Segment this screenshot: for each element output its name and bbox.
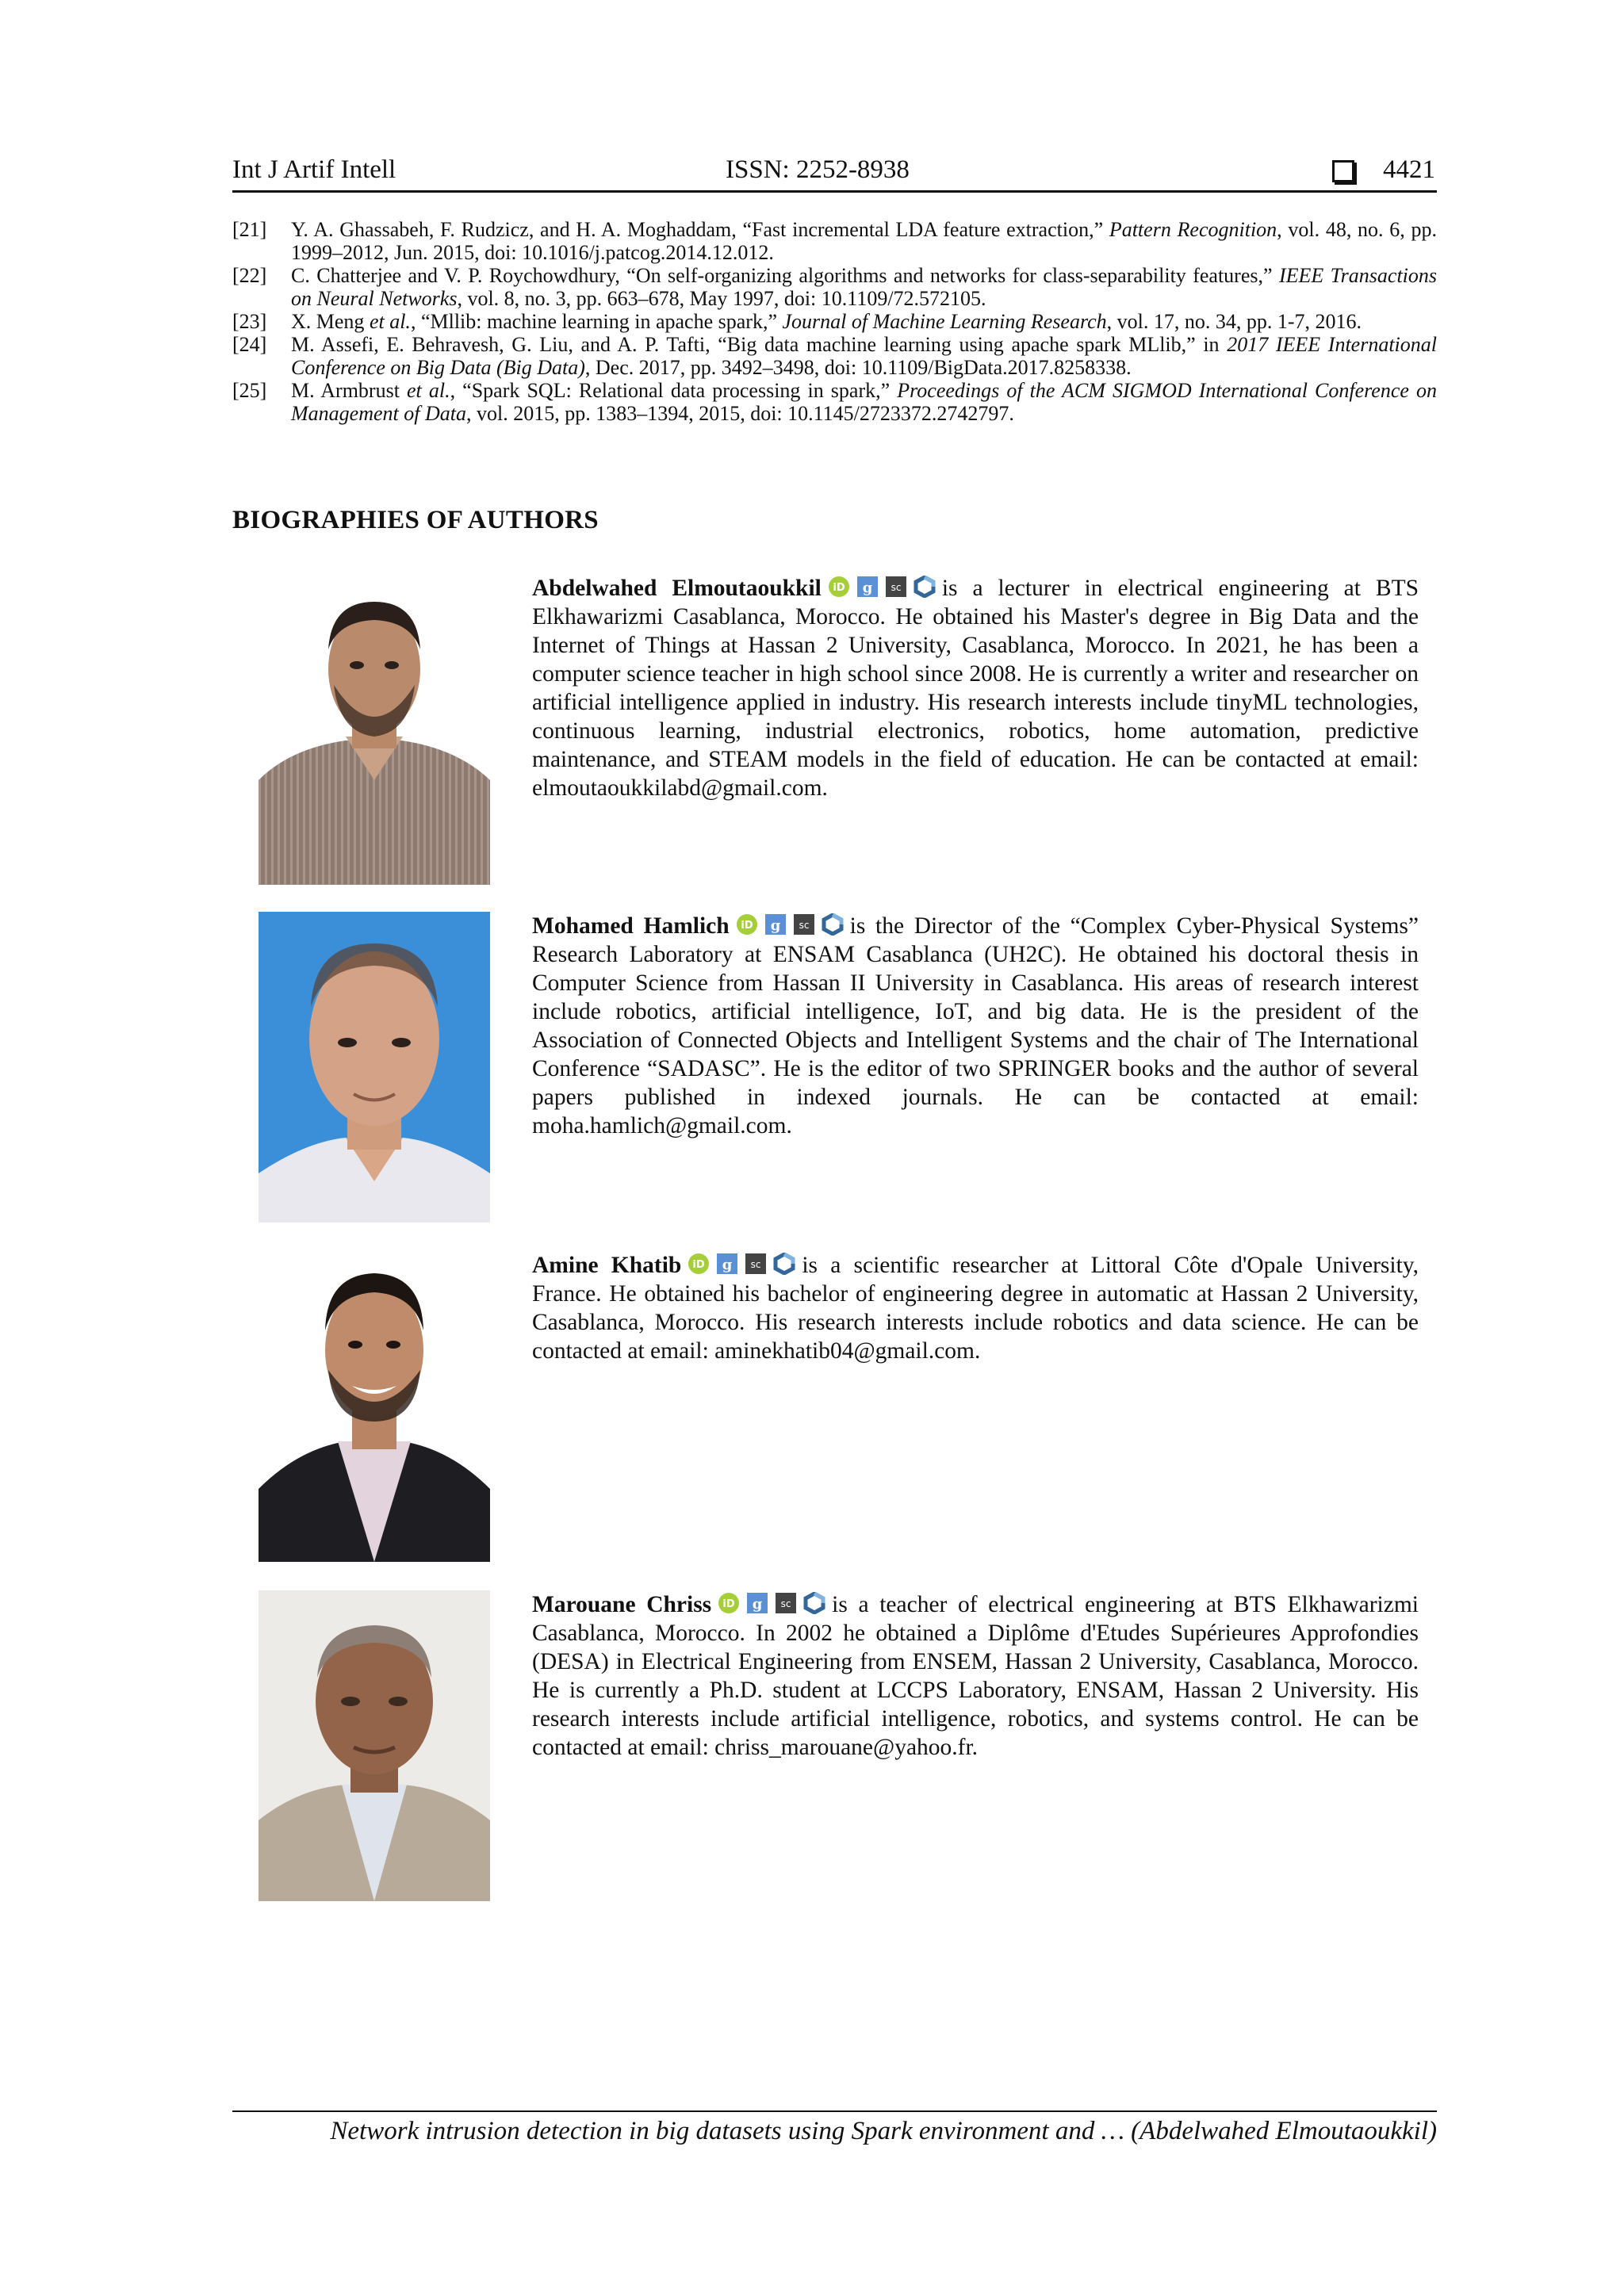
reference-text: Y. A. Ghassabeh, F. Rudzicz, and H. A. Moghaddam, “Fast incremental LDA feature extraction,” Pattern Recognition, vol. 48, no. 6, pp. 1999–2012, Jun. 2015, doi: 10.1016/j.patcog.2014.12.012. bbox=[291, 218, 1437, 264]
reference-item bbox=[232, 379, 1437, 425]
bio-body: is a lecturer in electrical engineering at BTS Elkhawarizmi Casablanca, Morocco. He obtained his Master's degree in Big Data and the Internet of Things at Hassan 2 University, Casablanca, Morocco. In 2021, he has been a computer science teacher in high school since 2008. He is currently a writer and researcher on artificial intelligence applied in industry. His research interests include tinyML technologies, continuous learning, industrial electronics, robotics, home automation, predictive maintenance, and STEAM models in the field of education. He can be contacted at email: elmoutaoukkilabd@gmail.com. bbox=[532, 576, 1419, 801]
bio-text bbox=[532, 1251, 1419, 1365]
journal-name: Int J Artif Intell bbox=[232, 155, 396, 184]
author-name: Abdelwahed Elmoutaoukkil bbox=[532, 576, 822, 601]
author-photo bbox=[259, 574, 490, 885]
svg-text:iD: iD bbox=[833, 582, 845, 594]
svg-text:g: g bbox=[752, 1596, 763, 1613]
reference-item bbox=[232, 218, 1437, 264]
google-scholar-icon[interactable] bbox=[716, 1253, 738, 1275]
reference-item bbox=[232, 310, 1437, 333]
svg-text:sc: sc bbox=[780, 1598, 791, 1609]
reference-item bbox=[232, 333, 1437, 379]
publons-icon[interactable] bbox=[773, 1253, 795, 1275]
svg-text:iD: iD bbox=[692, 1259, 705, 1271]
author-photo bbox=[259, 1590, 490, 1901]
publons-icon[interactable] bbox=[822, 913, 844, 936]
reference-number: [25] bbox=[232, 379, 267, 402]
bio-text bbox=[532, 574, 1419, 802]
publons-icon[interactable] bbox=[803, 1592, 825, 1614]
box-icon bbox=[1332, 160, 1354, 182]
orcid-icon[interactable] bbox=[718, 1592, 740, 1614]
scopus-icon[interactable] bbox=[885, 576, 907, 598]
orcid-icon[interactable] bbox=[736, 913, 758, 936]
reference-item bbox=[232, 264, 1437, 310]
google-scholar-icon[interactable] bbox=[764, 913, 787, 936]
reference-list bbox=[232, 218, 1437, 425]
running-header bbox=[232, 155, 1437, 193]
bio-body: is a teacher of electrical engineering at BTS Elkhawarizmi Casablanca, Morocco. In 2002 he obtained a Diplôme d'Etudes Supérieures Approfondies (DESA) in Electrical Engineering from ENSEM, Hassan 2 University, Casablanca, Morocco. He is currently a Ph.D. student at LCCPS Laboratory, ENSAM, Hassan 2 University. His research interests include artificial intelligence, robotics, and systems control. He can be contacted at email: chriss_marouane@yahoo.fr. bbox=[532, 1592, 1419, 1760]
author-photo bbox=[259, 912, 490, 1223]
svg-text:iD: iD bbox=[741, 920, 753, 932]
running-footer: Network intrusion detection in big datasets using Spark environment and … (Abdelwahed Elmoutaoukkil) bbox=[232, 2110, 1437, 2146]
section-title: BIOGRAPHIES OF AUTHORS bbox=[232, 506, 599, 534]
reference-number: [24] bbox=[232, 333, 267, 356]
reference-number: [22] bbox=[232, 264, 267, 287]
reference-number: [23] bbox=[232, 310, 267, 333]
issn: ISSN: 2252-8938 bbox=[726, 155, 910, 184]
author-id-icons bbox=[736, 913, 844, 936]
reference-text: C. Chatterjee and V. P. Roychowdhury, “On self-organizing algorithms and networks for class-separability features,” IEEE Transactions on Neural Networks, vol. 8, no. 3, pp. 663–678, May 1997, doi: 10.1109/72.572105. bbox=[291, 264, 1438, 310]
author-id-icons bbox=[718, 1592, 825, 1614]
google-scholar-icon[interactable] bbox=[856, 576, 879, 598]
google-scholar-icon[interactable] bbox=[746, 1592, 768, 1614]
svg-text:sc: sc bbox=[891, 582, 902, 593]
page-number-group bbox=[1332, 155, 1435, 185]
reference-text: M. Armbrust et al., “Spark SQL: Relational data processing in spark,” Proceedings of the ACM SIGMOD International Conference on Management of Data, vol. 2015, pp. 1383–1394, 2015, doi: 10.1145/2723372.2742797. bbox=[291, 379, 1437, 425]
scopus-icon[interactable] bbox=[745, 1253, 767, 1275]
orcid-icon[interactable] bbox=[828, 576, 850, 598]
author-name: Amine Khatib bbox=[532, 1253, 682, 1278]
svg-text:iD: iD bbox=[722, 1598, 735, 1610]
orcid-icon[interactable] bbox=[688, 1253, 710, 1275]
svg-text:g: g bbox=[770, 917, 780, 934]
author-name: Mohamed Hamlich bbox=[532, 913, 730, 939]
bio-body: is the Director of the “Complex Cyber-Physical Systems” Research Laboratory at ENSAM Casablanca (UH2C). He obtained his doctoral thesis in Computer Science from Hassan II University in Casablanca. His areas of research interest include robotics, artificial intelligence, IoT, and big data. He is the president of the Association of Connected Objects and Intelligent Systems and the chair of The International Conference “SADASC”. He is the editor of two SPRINGER books and the author of several papers published in indexed journals. He can be contacted at email: moha.hamlich@gmail.com. bbox=[532, 913, 1419, 1138]
svg-text:g: g bbox=[862, 580, 873, 596]
author-photo bbox=[259, 1251, 490, 1562]
reference-number: [21] bbox=[232, 218, 267, 241]
svg-text:sc: sc bbox=[750, 1259, 761, 1270]
reference-text: X. Meng et al., “Mllib: machine learning in apache spark,” Journal of Machine Learning Research, vol. 17, no. 34, pp. 1-7, 2016. bbox=[291, 310, 1362, 333]
svg-text:sc: sc bbox=[799, 920, 810, 931]
scopus-icon[interactable] bbox=[793, 913, 815, 936]
bio-body: is a scientific researcher at Littoral Côte d'Opale University, France. He obtained his bachelor of engineering degree in automatic at Hassan 2 University, Casablanca, Morocco. His research interests include robotics and data science. He can be contacted at email: aminekhatib04@gmail.com. bbox=[532, 1253, 1419, 1364]
page-number: 4421 bbox=[1383, 155, 1435, 184]
reference-text: M. Assefi, E. Behravesh, G. Liu, and A. P. Tafti, “Big data machine learning using apache spark MLlib,” in 2017 IEEE International Conference on Big Data (Big Data), Dec. 2017, pp. 3492–3498, doi: 10.1109/BigData.2017.8258338. bbox=[291, 333, 1438, 379]
bio-text bbox=[532, 1590, 1419, 1762]
author-id-icons bbox=[828, 576, 936, 598]
publons-icon[interactable] bbox=[914, 576, 936, 598]
author-id-icons bbox=[688, 1253, 795, 1275]
author-name: Marouane Chriss bbox=[532, 1592, 712, 1617]
scopus-icon[interactable] bbox=[775, 1592, 797, 1614]
svg-text:g: g bbox=[722, 1257, 733, 1273]
bio-text bbox=[532, 912, 1419, 1140]
